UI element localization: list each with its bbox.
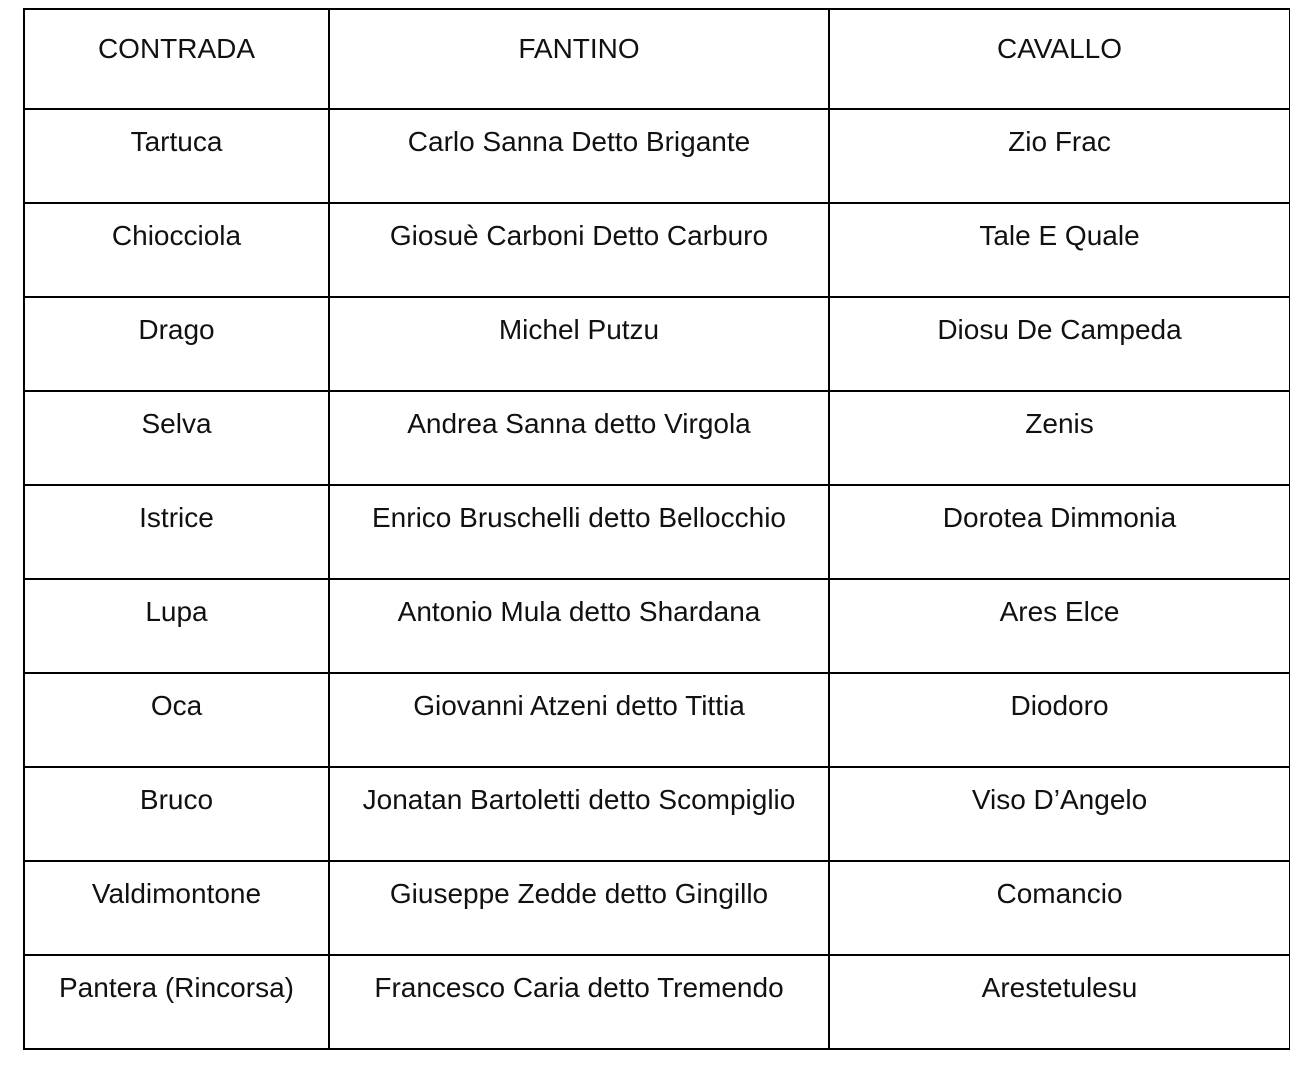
cavallo-cell: Viso D’Angelo — [829, 767, 1290, 861]
contrada-cell: Lupa — [24, 579, 329, 673]
cavallo-cell: Diodoro — [829, 673, 1290, 767]
table-row — [24, 673, 1290, 767]
cavallo-cell: Dorotea Dimmonia — [829, 485, 1290, 579]
cavallo-cell: Comancio — [829, 861, 1290, 955]
fantino-cell: Michel Putzu — [329, 297, 829, 391]
fantino-cell: Andrea Sanna detto Virgola — [329, 391, 829, 485]
fantino-cell: Francesco Caria detto Tremendo — [329, 955, 829, 1049]
contrada-cell: Istrice — [24, 485, 329, 579]
contrada-cell: Bruco — [24, 767, 329, 861]
cavallo-cell: Zenis — [829, 391, 1290, 485]
table-row — [24, 485, 1290, 579]
contrada-cell: Pantera (Rincorsa) — [24, 955, 329, 1049]
table-row — [24, 203, 1290, 297]
contrada-cell: Tartuca — [24, 109, 329, 203]
contrada-cell: Selva — [24, 391, 329, 485]
fantino-cell: Carlo Sanna Detto Brigante — [329, 109, 829, 203]
table-header-row — [24, 9, 1290, 109]
contrada-cell: Drago — [24, 297, 329, 391]
header-fantino: FANTINO — [329, 9, 829, 109]
table-row — [24, 109, 1290, 203]
cavallo-cell: Tale E Quale — [829, 203, 1290, 297]
fantino-cell: Antonio Mula detto Shardana — [329, 579, 829, 673]
fantino-cell: Giuseppe Zedde detto Gingillo — [329, 861, 829, 955]
contrada-cell: Valdimontone — [24, 861, 329, 955]
fantino-cell: Giovanni Atzeni detto Tittia — [329, 673, 829, 767]
cavallo-cell: Ares Elce — [829, 579, 1290, 673]
contrada-cell: Oca — [24, 673, 329, 767]
cavallo-cell: Zio Frac — [829, 109, 1290, 203]
header-contrada: CONTRADA — [24, 9, 329, 109]
palio-assignments-table — [23, 8, 1290, 1050]
table-row — [24, 297, 1290, 391]
header-cavallo: CAVALLO — [829, 9, 1290, 109]
cavallo-cell: Arestetulesu — [829, 955, 1290, 1049]
cavallo-cell: Diosu De Campeda — [829, 297, 1290, 391]
fantino-cell: Giosuè Carboni Detto Carburo — [329, 203, 829, 297]
table-row — [24, 391, 1290, 485]
fantino-cell: Jonatan Bartoletti detto Scompiglio — [329, 767, 829, 861]
table-row — [24, 767, 1290, 861]
table-row — [24, 861, 1290, 955]
contrada-cell: Chiocciola — [24, 203, 329, 297]
table-row — [24, 955, 1290, 1049]
table-row — [24, 579, 1290, 673]
fantino-cell: Enrico Bruschelli detto Bellocchio — [329, 485, 829, 579]
